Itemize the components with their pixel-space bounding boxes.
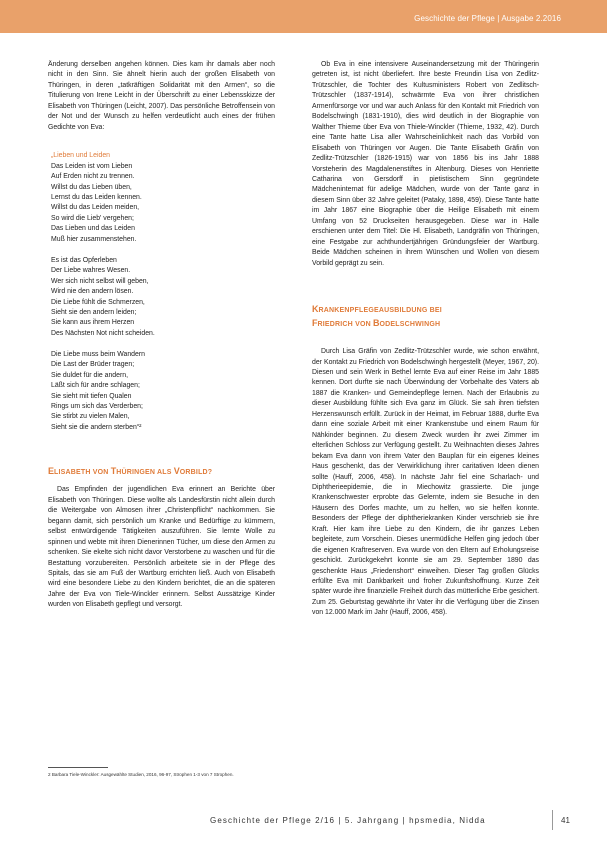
- poem-line: Die Liebe muss beim Wandern: [51, 350, 145, 358]
- poem-line: Willst du das Leiden meiden,: [51, 204, 140, 212]
- poem-line: Das Leiden ist vom Lieben: [51, 162, 133, 170]
- poem-stanza: [51, 350, 275, 434]
- bodelschwingh-paragraph: Durch Lisa Gräfin von Zedlitz-Trützschler wurde, wie schon erwähnt, der Kontakt zu Friedrich von Bodelschwingh hergestellt (Meyer, 1967, 20). Diesen und sein Werk in Bethel lernte Eva auf einer Reise im Jahr 1885 kennen. Dort durfte sie nach Überwindung der Vorbehalte des Vaters ab 1887 die Kranken- und Gemeindepflege lernen. Nach der Erlaubnis zu dieser Ausbildung fühlte sich Eva ganz im Glück. Sie sah ihren tiefsten Herzenswunsch erfüllt. Zurück in der Heimat, im Februar 1888, durfte Eva dann eine soziale Arbeit mit einer Krankenstube und einem Raum für Nähkinder beginnen. Zu diesem Zweck wurden ihr zwei Zimmer im elterlichen Schloss zur Verfügung gestellt. Zu Weihnachten dieses Jahres bekam Eva dann von ihrem Vater den Bauplan für ein eigenes kleines Haus geschenkt, das der Verwirklichung ihrer caritativen Ideen dienen sollte (Hauff, 2006, 458). In nächste Jahr fiel eine Scharlach- und Diphtherieepidemie, die in Miechowitz grassierte. Die junge Krankenschwester erprobte das Gelernte, indem sie Besuche in den Häusern des Dorfes machte, um zu helfen, wo sie helfen konnte. Besonders der Pflege der diphtheriekranken Kinder verschrieb sie ihre Kraft. Hier kam ihre Liebe zu den Kindern, die ihr ganzes Leben begleitete, zum Vorschein. Dieses unermüdliche Helfen ging jedoch über die eigenen Kraftreserven. Eva wurde von den Eltern auf Erholungsreise geschickt. Zurückgekehrt konnte sie am 29. September 1890 das geschenkte Haus „Friedenshort“ einweihen. Dieser Tag großen Glücks erfüllte Eva mit Dankbarkeit und froher Zukunftshoffnung. Kurze Zeit später wurde ihre finanzielle Freiheit durch das mütterliche Erbe gesichert. Zum 25. Geburtstag gewährte ihr Vater ihr die Verfügung über die Zinsen von 12.000 Mark im Jahr (Hauff, 2006, 458).: [312, 348, 539, 617]
- poem-line: Sie sieht mit tiefen Qualen: [51, 392, 132, 400]
- section-heading-elisabeth: [48, 465, 275, 479]
- footer-divider: [552, 810, 553, 830]
- elisabeth-paragraph: Das Empfinden der jugendlichen Eva erinnert an Berichte über Elisabeth von Thüringen. Diese wollte als Landesfürstin nicht allein durch die Weitergabe von Almosen ihrer „Christenpflicht“ nachkommen. Sie begann damit, sich persönlich um Kranke und Bedürftige zu kümmern, selbst entwürdigende Tätigkeiten auszuführen. Sie lernte Wolle zu spinnen und webte mit ihren Dienerinnen Tücher, um diese den Armen zu schenken. Sie ekelte sich nicht davor Verstorbene zu waschen und für die Bestattung vorzubereiten. Persönlich arbeitete sie in der Pflege des Spitals, das sie am Fuß der Wartburg errichten ließ. Auch von Elisabeth wird eine besondere Liebe zu den Kindern berichtet, die an die späteren Jahre der Eva von Tiele-Winckler erinnern. Selbst Aussätzige Kinder wurden von Elisabeth gepflegt und versorgt.: [48, 486, 275, 609]
- poem-line: Willst du das Lieben üben,: [51, 183, 132, 191]
- heading-initial: T: [110, 466, 117, 477]
- poem-line: Auf Erden nicht zu trennen.: [51, 173, 135, 181]
- poem-line: Rings um sich das Verderben;: [51, 403, 143, 411]
- heading-initial: V: [173, 466, 180, 477]
- poem-line: Die Liebe fühlt die Schmerzen,: [51, 298, 145, 306]
- poem-line: Läßt sich für andre schlagen;: [51, 382, 140, 390]
- poem-line: Sie kann aus ihrem Herzen: [51, 319, 135, 327]
- heading-initial: E: [48, 466, 55, 477]
- heading-initial: K: [312, 304, 319, 315]
- heading-smallcaps: RIEDRICH VON: [317, 321, 373, 329]
- header-bar: [0, 0, 607, 33]
- poem-line: Wer sich nicht selbst will geben,: [51, 277, 149, 285]
- page-number: 41: [561, 816, 570, 825]
- heading-initial: F: [312, 318, 318, 329]
- poem-line: Der Liebe wahres Wesen.: [51, 267, 131, 275]
- poem-line: Sieht sie die andern sterben“²: [51, 423, 142, 431]
- thueringerin-paragraph: Ob Eva in eine intensivere Auseinandersetzung mit der Thüringerin getreten ist, ist nicht überliefert. Ihre beste Freundin Lisa von Zedlitz-Trützschler, die Tochter des Kultusministers Robert von Zedlitsch-Trützschler (1837-1914), schwärmte Eva von ihrer christlichen Armenfürsorge vor und war auch Anlass für den Kontakt mit Friedrich von Bodelschwingh (1831-1910), dies wird deutlich in der Biographie von Walther Thieme über Eva von Thiele-Winckler (Thieme, 1932, 42). Durch eine Tante hatte Lisa aller Wahrscheinlichkeit nach das Vorbild von Elisabeth von Thüringen vor Augen. Die Tante Elisabeth Gräfin von Zedlitz-Trützschler (1826-1915) war von 1856 bis ins Jahr 1888 Vorsteherin des Magdalenenstiftes in Altenburg. Dieses von Henriette Catharina von Gersdorff in pietistischem Sinn gegründete Mädcheninternat für adelige Mädchen, wurde von der Tante ganz in diesem Sinn über 32 Jahre geleitet (Pataky, 1898, 459). Diese Tante hatte im Jahr 1867 eine Biographie über die Heilige Elisabeth mit einem Umfang von 52 Druckseiten herausgegeben. Diese war in Halle erschienen unter dem Titel: Die Hl. Elisabeth, Landgräfin von Thüringen, eine Festgabe zur achthundertjährigen Gründungsfeier der Wartburg. Beide Mädchen scheinen in ihrem Wünschen und Wollen von diesem Vorbild geprägt zu sein.: [312, 61, 539, 267]
- right-column: [312, 60, 539, 619]
- heading-smallcaps: ORBILD?: [179, 469, 213, 477]
- footer-publication: Geschichte der Pflege 2/16 | 5. Jahrgang | hpsmedia, Nidda: [210, 816, 486, 825]
- poem: [51, 151, 275, 433]
- poem-line: Es ist das Opferleben: [51, 256, 117, 264]
- poem-line: Sieht sie den andern leiden;: [51, 308, 137, 316]
- poem-stanza: [51, 151, 275, 245]
- poem-line: Sie stirbt zu vielen Malen,: [51, 413, 130, 421]
- poem-line: Sie duldet für die andern,: [51, 371, 128, 379]
- left-column: [48, 60, 275, 611]
- poem-line: Des Nächsten Not nicht scheiden.: [51, 329, 155, 337]
- footnote: 2 Barbara Tiele-Winckler: Ausgewählte Studien, 2016, 96-97, Strophen 1-3 von 7 Strophen.: [48, 772, 234, 777]
- intro-paragraph: Änderung derselben angehen können. Dies kam ihr damals aber noch nicht in den Sinn. Sie ähnelt hierin auch der großen Elisabeth von Thüringen, in deren „tatkräftigen Solidarität mit den Armen“, so die Titulierung von Irene Leicht in der Überschrift zu einer Lebensskizze der Elisabeth von Thüringen (Leicht, 2007). Das persönliche Betroffensein von der Not und der Wunsch zu helfen verdeutlicht auch eines der frühen Gedichte von Eva:: [48, 61, 275, 131]
- poem-line: Die Last der Brüder tragen;: [51, 361, 135, 369]
- poem-line: Muß hier zusammenstehen.: [51, 235, 137, 243]
- footnote-divider: [48, 767, 108, 768]
- heading-smallcaps: ODELSCHWINGH: [379, 321, 441, 329]
- heading-smallcaps: LISABETH VON: [54, 469, 111, 477]
- poem-line: So wird die Lieb' vergehen;: [51, 214, 134, 222]
- heading-smallcaps: RANKENPFLEGEAUSBILDUNG BEI: [318, 307, 442, 315]
- poem-title: „Lieben und Leiden: [51, 152, 111, 160]
- heading-smallcaps: HÜRINGEN ALS: [116, 469, 174, 477]
- heading-initial: B: [373, 318, 380, 329]
- section-heading-krankenpflege: [312, 303, 539, 331]
- poem-line: Lernst du das Leiden kennen.: [51, 193, 142, 201]
- poem-line: Wird nie den andern lösen.: [51, 288, 134, 296]
- poem-line: Das Lieben und das Leiden: [51, 225, 135, 233]
- journal-issue-label: Geschichte der Pflege | Ausgabe 2.2016: [414, 14, 561, 23]
- poem-stanza: [51, 256, 275, 340]
